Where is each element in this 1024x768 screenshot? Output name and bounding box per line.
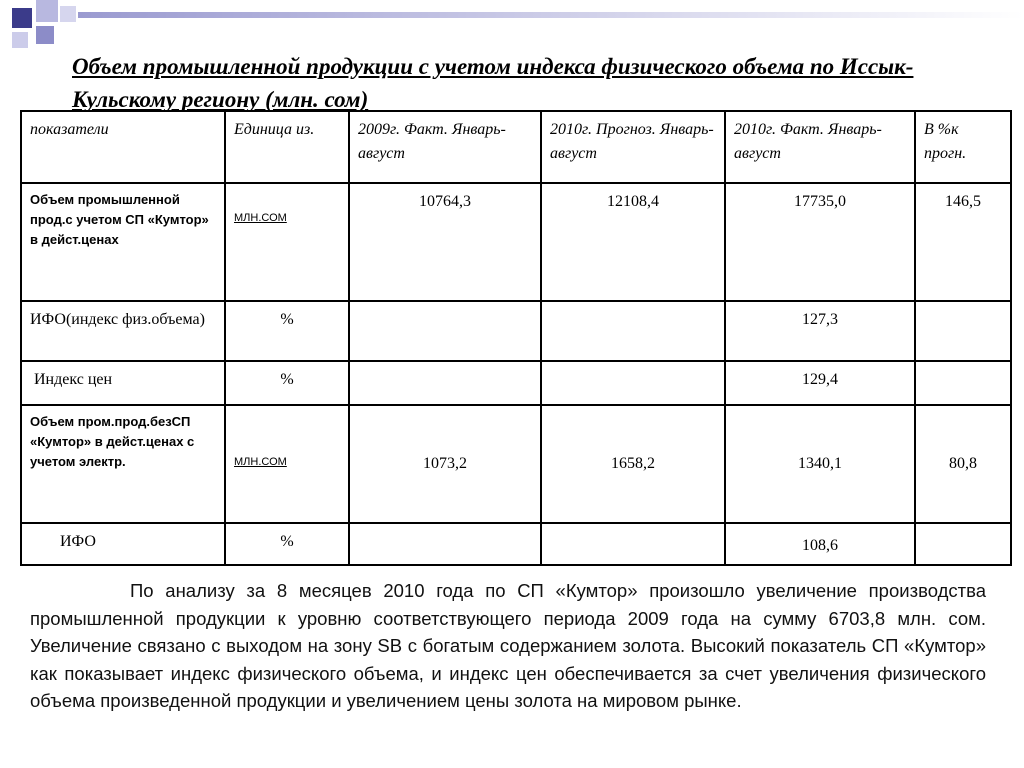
header-2009-fact: 2009г. Факт. Январь-август (349, 111, 541, 183)
decorative-square (12, 32, 28, 48)
data-table (20, 110, 1012, 566)
row-name: Объем пром.прод.безСП «Кумтор» в дейст.ценах с учетом электр. (21, 405, 225, 523)
table-row (21, 301, 1011, 361)
cell-percent (915, 301, 1011, 361)
decorative-gradient-bar (78, 12, 1024, 18)
table-row (21, 523, 1011, 565)
row-unit: МЛН.СОМ (234, 456, 287, 468)
cell-percent: 146,5 (915, 183, 1011, 301)
slide-title: Объем промышленной продукции с учетом индекса физического объема по Иссык-Кульскому региону (млн. сом) (72, 54, 914, 112)
table-row (21, 361, 1011, 405)
cell-2010-fact: 17735,0 (725, 183, 915, 301)
cell-2010-forecast (541, 523, 725, 565)
cell-2009-fact (349, 301, 541, 361)
row-unit: % (225, 523, 349, 565)
cell-2009-fact (349, 523, 541, 565)
cell-percent (915, 523, 1011, 565)
cell-2010-fact: 129,4 (725, 361, 915, 405)
table-row (21, 405, 1011, 523)
header-2010-forecast: 2010г. Прогноз. Январь-август (541, 111, 725, 183)
decorative-square (36, 0, 58, 22)
cell-2010-forecast: 12108,4 (541, 183, 725, 301)
header-unit: Единица из. (225, 111, 349, 183)
row-name: Индекс цен (21, 361, 225, 405)
row-name: ИФО (21, 523, 225, 565)
cell-2010-forecast (541, 361, 725, 405)
cell-2009-fact: 1073,2 (349, 405, 541, 523)
cell-2009-fact (349, 361, 541, 405)
row-name: ИФО(индекс физ.объема) (21, 301, 225, 361)
row-unit: % (225, 301, 349, 361)
table-row (21, 183, 1011, 301)
row-unit: МЛН.СОМ (234, 212, 287, 224)
header-indicators: показатели (21, 111, 225, 183)
cell-2009-fact: 10764,3 (349, 183, 541, 301)
analysis-text: По анализу за 8 месяцев 2010 года по СП «Кумтор» произошло увеличение производства промышленной продукции к уровню соответствующего периода 2009 года на сумму 6703,8 млн. сом. Увеличение связано с выходом на зону SB с богатым содержанием золота. Высокий показатель СП «Кумтор» как показывает индекс физического объема, и индекс цен обеспечивается за счет увеличения физического объема произведенной продукции и увеличением цены золота на мировом рынке. (30, 580, 986, 711)
cell-2010-fact: 127,3 (725, 301, 915, 361)
row-unit-cell (225, 405, 349, 523)
cell-percent (915, 361, 1011, 405)
cell-percent: 80,8 (915, 405, 1011, 523)
decorative-square (60, 6, 76, 22)
cell-2010-forecast (541, 301, 725, 361)
cell-2010-fact: 108,6 (725, 523, 915, 565)
cell-2010-fact: 1340,1 (725, 405, 915, 523)
header-2010-fact: 2010г. Факт. Январь-август (725, 111, 915, 183)
row-name: Объем промышленной прод.с учетом СП «Кумтор» в дейст.ценах (21, 183, 225, 301)
table-header-row (21, 111, 1011, 183)
row-unit-cell (225, 183, 349, 301)
row-unit: % (225, 361, 349, 405)
decorative-square (36, 26, 54, 44)
header-percent-of-forecast: В %к прогн. (915, 111, 1011, 183)
decorative-square (12, 8, 32, 28)
analysis-paragraph (30, 577, 986, 715)
cell-2010-forecast: 1658,2 (541, 405, 725, 523)
